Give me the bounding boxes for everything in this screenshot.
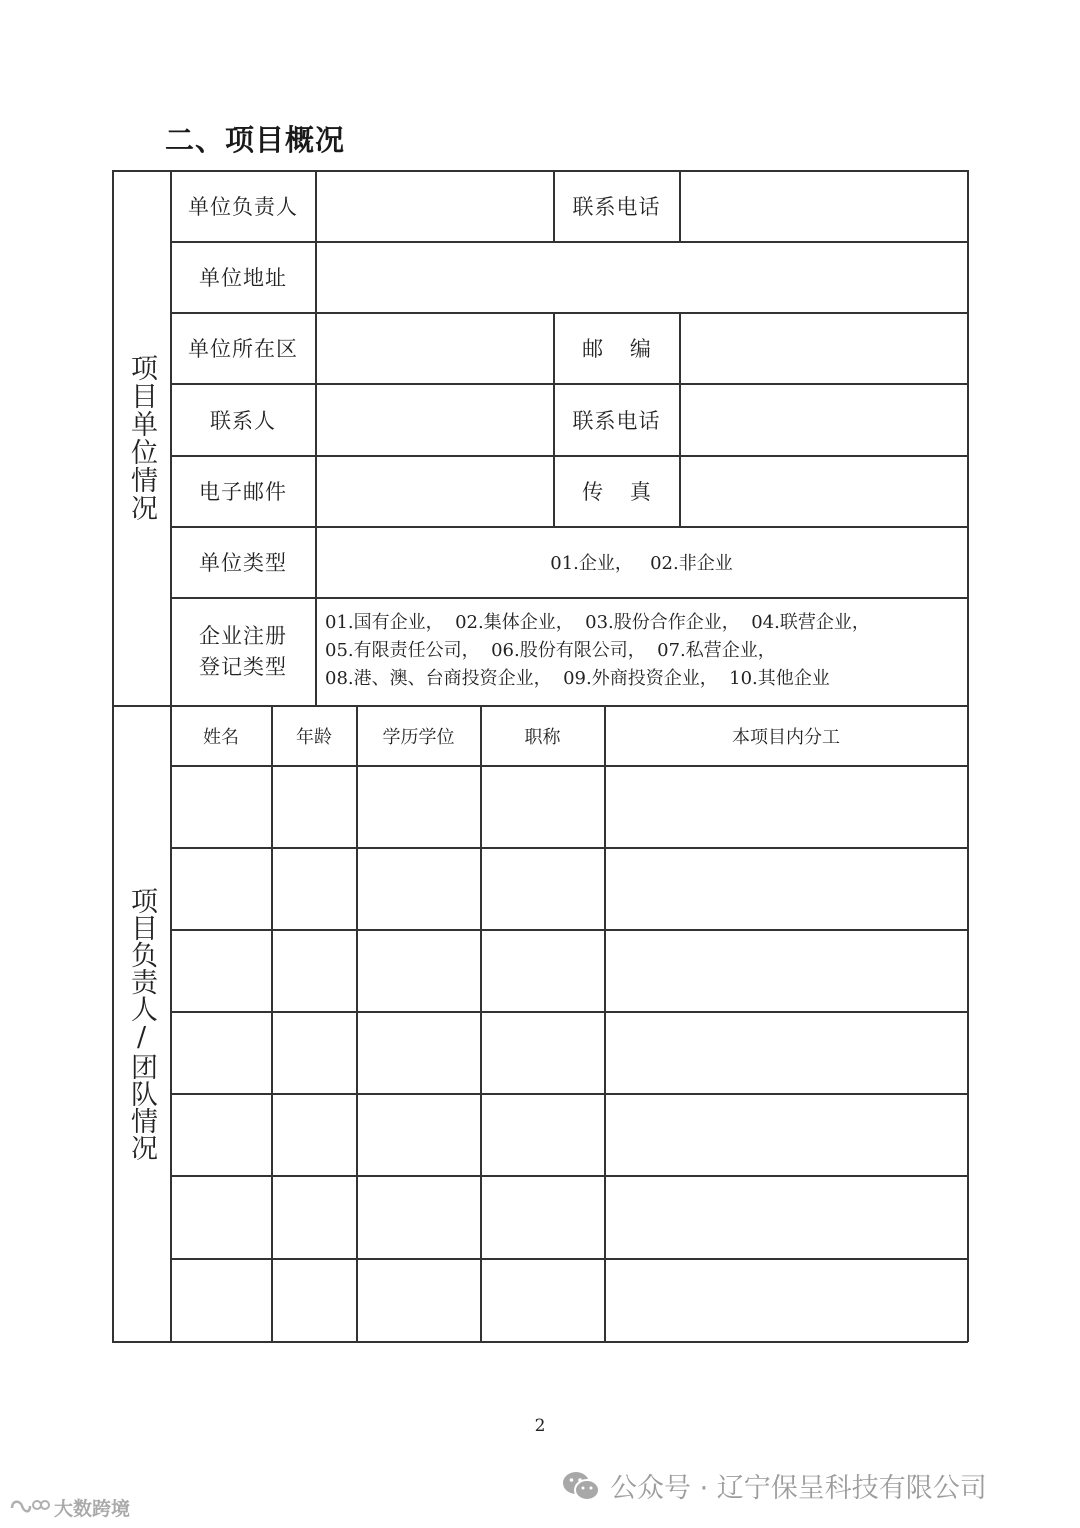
district-label: 单位所在区 <box>188 337 298 361</box>
email-label: 电子邮件 <box>199 480 287 504</box>
phone-label: 联系电话 <box>572 195 661 219</box>
unit-section-side-label-text: 项目单位情况 <box>126 354 157 522</box>
postcode-label: 邮 编 <box>582 337 661 361</box>
row-divider <box>170 1175 968 1177</box>
watermark-right <box>562 1466 987 1505</box>
column-header-role: 本项目内分工 <box>732 726 840 748</box>
reg-type-label-line-2: 登记类型 <box>199 654 287 679</box>
row-divider <box>170 847 968 849</box>
watermark-left <box>8 1494 130 1521</box>
unit-type-label: 单位类型 <box>199 551 287 575</box>
column-header-title: 职称 <box>524 726 561 748</box>
address-field[interactable] <box>316 242 967 312</box>
watermark-right-text: 公众号 · 辽宁保呈科技有限公司 <box>610 1473 987 1504</box>
email-field[interactable] <box>316 456 553 526</box>
address-label: 单位地址 <box>199 266 287 290</box>
brand-logo-icon <box>8 1496 50 1520</box>
leader-label: 单位负责人 <box>188 195 298 219</box>
district-field[interactable] <box>316 313 553 383</box>
unit-type-options[interactable]: 01.企业， 02.非企业 <box>550 553 733 574</box>
column-divider <box>356 705 358 1342</box>
contact-label: 联系人 <box>210 408 276 433</box>
phone-field[interactable] <box>680 171 967 241</box>
row-divider <box>170 765 968 767</box>
reg-type-label <box>171 598 315 705</box>
watermark-left-text: 大数跨境 <box>54 1498 131 1520</box>
contact-phone-field[interactable] <box>680 384 967 455</box>
leader-field[interactable] <box>316 171 553 241</box>
reg-type-options-line-3[interactable]: 08.港、澳、台商投资企业， 09.外商投资企业， 10.其他企业 <box>325 668 830 689</box>
table-border-right <box>967 170 969 1342</box>
wechat-icon <box>562 1470 600 1502</box>
column-header-education: 学历学位 <box>382 726 455 748</box>
section-title: 二、项目概况 <box>165 123 346 157</box>
contact-phone-label: 联系电话 <box>572 408 661 433</box>
row-divider <box>170 1093 968 1095</box>
column-divider <box>480 705 482 1342</box>
unit-section-side-label <box>113 171 170 705</box>
column-divider <box>271 705 273 1342</box>
postcode-field[interactable] <box>680 313 967 383</box>
reg-type-label-line-1: 企业注册 <box>199 623 287 648</box>
team-section-side-label <box>113 706 170 1341</box>
column-header-name: 姓名 <box>203 726 239 748</box>
column-header-age: 年龄 <box>296 726 332 748</box>
table-border-bottom <box>112 1341 968 1343</box>
team-section-side-label-text: 项目负责人/团队情况 <box>126 886 157 1161</box>
reg-type-options-line-2[interactable]: 05.有限责任公司， 06.股份有限公司， 07.私营企业， <box>325 640 776 661</box>
fax-field[interactable] <box>680 456 967 526</box>
reg-type-options-line-1[interactable]: 01.国有企业， 02.集体企业， 03.股份合作企业， 04.联营企业， <box>325 612 870 633</box>
row-divider <box>170 1011 968 1013</box>
contact-field[interactable] <box>316 384 553 455</box>
row-divider <box>170 929 968 931</box>
column-divider <box>604 705 606 1342</box>
row-divider <box>170 1258 968 1260</box>
fax-label: 传 真 <box>582 480 661 504</box>
page-number: 2 <box>534 1416 546 1436</box>
